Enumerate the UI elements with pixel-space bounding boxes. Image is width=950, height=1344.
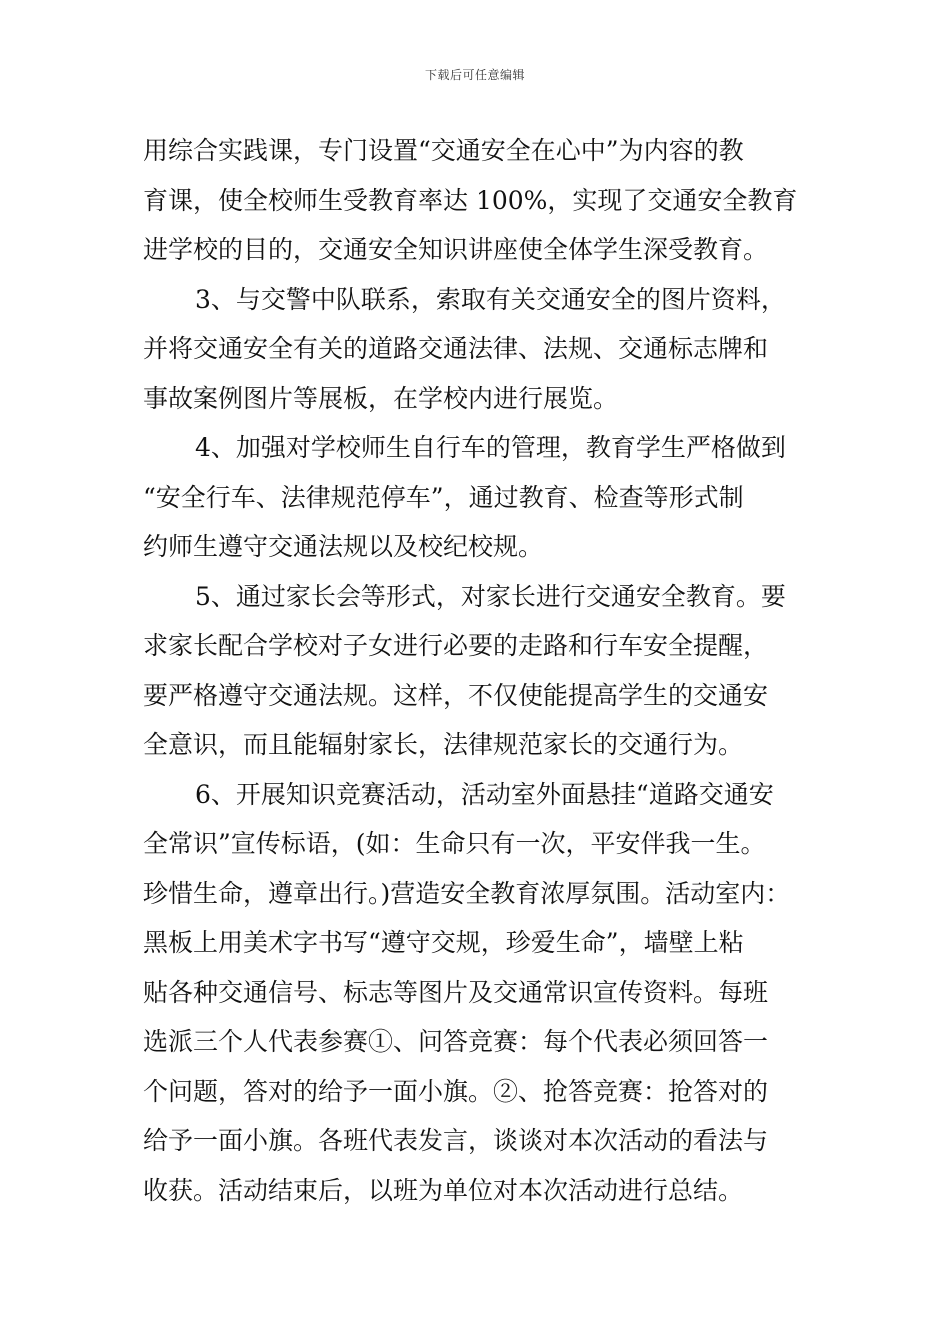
text-line: 给予一面小旗。各班代表发言，谈谈对本次活动的看法与 bbox=[143, 1126, 769, 1155]
text-line: 并将交通安全有关的道路交通法律、法规、交通标志牌和 bbox=[143, 334, 769, 363]
text-line: 选派三个人代表参赛①、问答竞赛：每个代表必须回答一 bbox=[143, 1027, 769, 1056]
paragraph-first-line: 5、通过家长会等形式，对家长进行交通安全教育。要 bbox=[195, 581, 786, 611]
text-line: 全意识，而且能辐射家长，法律规范家长的交通行为。 bbox=[143, 730, 744, 759]
text-line: 黑板上用美术字书写“遵守交规，珍爱生命”，墙壁上粘 bbox=[143, 928, 744, 957]
text-line: 育课，使全校师生受教育率达 100%，实现了交通安全教育 bbox=[143, 185, 798, 215]
paragraph-first-line: 4、加强对学校师生自行车的管理，教育学生严格做到 bbox=[195, 433, 786, 462]
text-line: 收获。活动结束后，以班为单位对本次活动进行总结。 bbox=[143, 1175, 744, 1205]
body-text bbox=[143, 126, 813, 1215]
text-line: 个问题，答对的给予一面小旗。②、抢答竞赛：抢答对的 bbox=[143, 1076, 769, 1106]
text-line: 事故案例图片等展板，在学校内进行展览。 bbox=[143, 383, 619, 413]
paragraph-first-line: 6、开展知识竞赛活动，活动室外面悬挂“道路交通安 bbox=[195, 779, 774, 809]
text-line: “安全行车、法律规范停车”，通过教育、检查等形式制 bbox=[143, 482, 744, 512]
text-line: 求家长配合学校对子女进行必要的走路和行车安全提醒， bbox=[143, 631, 769, 660]
text-line: 进学校的目的，交通安全知识讲座使全体学生深受教育。 bbox=[143, 235, 769, 264]
text-line: 珍惜生命，遵章出行。)营造安全教育浓厚氛围。活动室内： bbox=[143, 878, 791, 908]
text-line: 用综合实践课，专门设置“交通安全在心中”为内容的教 bbox=[143, 136, 744, 165]
page-header: 下载后可任意编辑 bbox=[424, 68, 525, 82]
paragraph-first-line: 3、与交警中队联系，索取有关交通安全的图片资料， bbox=[195, 284, 786, 314]
text-line: 全常识”宣传标语，(如：生命只有一次，平安伴我一生。 bbox=[143, 829, 766, 858]
text-line: 贴各种交通信号、标志等图片及交通常识宣传资料。每班 bbox=[143, 977, 769, 1007]
text-line: 要严格遵守交通法规。这样，不仅使能提高学生的交通安 bbox=[143, 680, 769, 710]
text-line: 约师生遵守交通法规以及校纪校规。 bbox=[143, 532, 544, 561]
